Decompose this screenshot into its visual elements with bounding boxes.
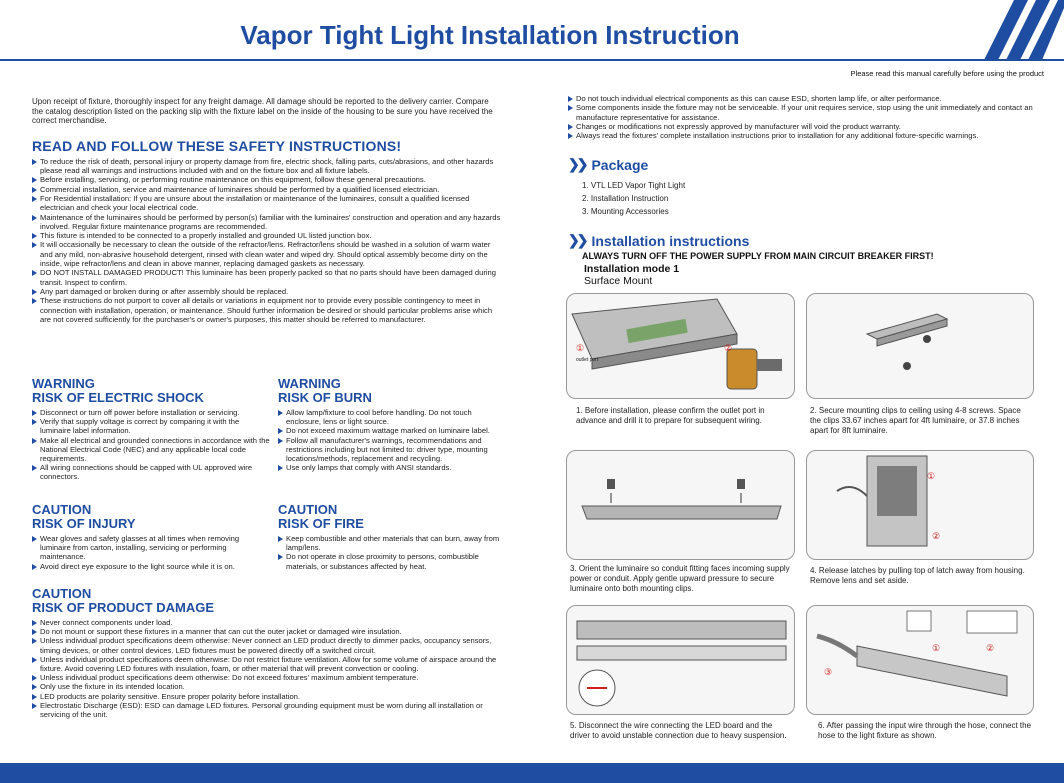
list-item: For Residential installation: If you are unsure about the installation or maintenance of the luminaires, consult a qualified licensed electrician and check your local electrical code.	[32, 194, 502, 213]
list-item: 1. VTL LED Vapor Tight Light	[582, 181, 686, 191]
list-item: Always read the fixtures' complete installation instructions prior to installation for any additional fixture-specific warnings.	[568, 131, 1038, 140]
package-heading-label: Package	[591, 156, 649, 173]
fire-list	[278, 534, 500, 571]
list-item: Maintenance of the luminaires should be performed by person(s) familiar with the luminaires' construction and operation and any hazards involved. Regular fixture maintenance programs are recommended.	[32, 213, 502, 232]
list-item: Verify that supply voltage is correct by comparing it with the luminaire label information.	[32, 417, 270, 435]
list-item: Disconnect or turn off power before installation or servicing.	[32, 408, 270, 417]
figure-step6	[806, 605, 1034, 715]
warning-label: WARNING	[278, 376, 341, 391]
list-item: Changes or modifications not expressly approved by manufacturer will void the product warranty.	[568, 122, 1038, 131]
callout-2: ②	[986, 643, 995, 653]
step2-caption: 2. Secure mounting clips to ceiling using 4-8 screws. Space the clips 33.67 inches apart for 4ft luminaire, or 37.8 inches apart for 8ft luminaire.	[810, 406, 1021, 435]
list-item: 3. Mounting Accessories	[582, 207, 669, 217]
caution-title: RISK OF INJURY	[32, 516, 136, 531]
list-item: Make all electrical and grounded connections in accordance with the National Electrical Code (NEC) and any applicable local code requirements.	[32, 436, 270, 464]
figure-step5	[566, 605, 795, 715]
step4-caption: 4. Release latches by pulling top of latch away from housing. Remove lens and set aside.	[810, 566, 1025, 585]
list-item: This fixture is intended to be connected to a properly installed and grounded UL listed junction box.	[32, 231, 502, 240]
list-item: Electrostatic Discharge (ESD): ESD can damage LED fixtures. Personal grounding equipment must be worn during all installation or servicing of the unit.	[32, 701, 502, 719]
intro-paragraph: Upon receipt of fixture, thoroughly inspect for any freight damage. All damage should be reported to the delivery carrier. Compare the catalog description listed on the packing slip with the fixture label on the inside of the housing to be sure you have received the correct merchandise.	[32, 97, 493, 126]
list-item: Do not mount or support these fixtures in a manner that can cut the outer jacket or damaged wire insulation.	[32, 627, 502, 636]
install-heading	[568, 232, 1038, 249]
list-item: These instructions do not purport to cover all details or variations in equipment nor to provide every possible contingency to meet in connection with installation, operation, or maintenance. Should further information be desired or should particular problems arise which are not covered sufficiently for the purchaser's or owner's purposes, this matter should be referred to manufacturer.	[32, 296, 502, 324]
injury-list	[32, 534, 270, 571]
electric-shock-warning	[32, 377, 270, 482]
list-item: Follow all manufacturer's warnings, recommendations and restrictions including but not limited to: driver type, mounting locations/methods, replacement and recycling.	[278, 436, 500, 464]
list-item: 2. Installation Instruction	[582, 194, 669, 204]
list-item: Do not operate in close proximity to persons, combustible materials, or substances affected by heat.	[278, 552, 500, 570]
page-title: Vapor Tight Light Installation Instruction	[240, 20, 740, 50]
list-item: Unless individual product specifications deem otherwise: Do not restrict fixture ventilation. Allow for some volume of airspace around the fixture. Avoid covering LED fixtures with insulation, foam, or other material that will prevent convection or cooling.	[32, 655, 502, 673]
read-manual-note: Please read this manual carefully before using the product	[850, 69, 1044, 78]
list-item: Use only lamps that comply with ANSI standards.	[278, 463, 500, 472]
figure-step2	[806, 293, 1034, 399]
figure-step4	[806, 450, 1034, 560]
double-chevron-icon: ❯❯	[568, 156, 586, 173]
caution-label: CAUTION	[32, 586, 92, 601]
injury-caution	[32, 503, 270, 571]
left-column	[32, 97, 502, 324]
list-item: Any part damaged or broken during or after assembly should be replaced.	[32, 287, 502, 296]
caution-label: CAUTION	[32, 502, 92, 517]
list-item: Unless individual product specifications deem otherwise: Do not exceed fixtures' maximum ambient temperature.	[32, 673, 502, 682]
list-item: Do not touch individual electrical components as this can cause ESD, shorten lamp life, or alter performance.	[568, 94, 1038, 103]
figure-step3	[566, 450, 795, 560]
list-item: Keep combustible and other materials that can burn, away from lamp/lens.	[278, 534, 500, 552]
package-list	[582, 179, 1038, 218]
list-item: Some components inside the fixture may not be serviceable. If your unit requires service, stop using the unit immediately and contact an manufacture representative for assistance.	[568, 103, 1038, 122]
callout-1: ①	[927, 471, 936, 481]
step1-caption: 1. Before installation, please confirm the outlet port in advance and drill it to prepare for subsequent wiring.	[576, 406, 765, 425]
list-item: All wiring connections should be capped with UL approved wire connectors.	[32, 463, 270, 481]
package-heading	[568, 156, 1038, 173]
warning-label: WARNING	[32, 376, 95, 391]
safety-heading: READ AND FOLLOW THESE SAFETY INSTRUCTIONS!	[32, 137, 402, 154]
burn-warning	[278, 377, 500, 472]
list-item: LED products are polarity sensitive. Ensure proper polarity before installation.	[32, 692, 502, 701]
list-item: Commercial installation, service and maintenance of luminaires should be performed by a qualified licensed electrician.	[32, 185, 502, 194]
callout-2: ②	[724, 343, 733, 353]
safety-list	[32, 157, 502, 324]
warning-title: RISK OF ELECTRIC SHOCK	[32, 390, 204, 405]
step3-caption: 3. Orient the luminaire so conduit fitting faces incoming supply power or conduit. Apply gentle upward pressure to secure luminaire onto both mounting clips.	[570, 564, 790, 593]
damage-list	[32, 618, 502, 719]
callout-1: ①	[576, 343, 585, 353]
burn-list	[278, 408, 500, 472]
list-item: Allow lamp/fixture to cool before handling. Do not touch enclosure, lens or light source.	[278, 408, 500, 426]
step6-caption: 6. After passing the input wire through the hose, connect the hose to the light fixture as shown.	[818, 721, 1032, 740]
electric-list	[32, 408, 270, 482]
list-item: Never connect components under load.	[32, 618, 502, 627]
step5-caption: 5. Disconnect the wire connecting the LED board and the driver to avoid unstable connection due to heavy suspension.	[570, 721, 787, 740]
outlet-port-label: outlet port	[576, 357, 599, 363]
list-item: Wear gloves and safety glasses at all times when removing luminaire from carton, installing, servicing or performing maintenance.	[32, 534, 270, 562]
product-damage-caution	[32, 587, 502, 719]
install-mode: Installation mode 1	[584, 263, 680, 276]
list-item: Unless individual product specifications deem otherwise: Never connect an LED product directly to dimmer packs, occupancy sensors, timing devices, or other control devices. LED fixtures must be powered directly off a switched circuit.	[32, 636, 502, 654]
callout-2: ②	[932, 531, 941, 541]
list-item: Do not exceed maximum wattage marked on luminaire label.	[278, 426, 500, 435]
list-item: Avoid direct eye exposure to the light source while it is on.	[32, 562, 270, 571]
list-item: To reduce the risk of death, personal injury or property damage from fire, electric shock, falling parts, cuts/abrasions, and other hazards please read all warnings and instructions included with and on the fixture box and all fixture labels.	[32, 157, 502, 176]
list-item: DO NOT INSTALL DAMAGED PRODUCT! This luminaire has been properly packed so that no parts should have been damaged during transit. Inspect to confirm.	[32, 268, 502, 287]
header-rule	[0, 59, 1064, 61]
warning-title: RISK OF BURN	[278, 390, 372, 405]
fire-caution	[278, 503, 500, 571]
callout-3: ③	[824, 667, 833, 677]
list-item: It will occasionally be necessary to clean the outside of the refractor/lens. Refractor/lens should be washed in a solution of warm water and any mild, non-abrasive household detergent, rinsed with clean water and wiped dry. Should optical assembly become dirty on the inside, wipe refractor/lens and clean in above manner, replacing damaged gaskets as necessary.	[32, 240, 502, 268]
footer-band	[0, 763, 1064, 783]
install-heading-label: Installation instructions	[591, 232, 750, 249]
callout-1: ①	[932, 643, 941, 653]
caution-label: CAUTION	[278, 502, 338, 517]
figure-step1	[566, 293, 795, 399]
caution-title: RISK OF PRODUCT DAMAGE	[32, 600, 214, 615]
double-chevron-icon: ❯❯	[568, 232, 586, 249]
brand-stripes	[944, 0, 1064, 60]
list-item: Before installing, servicing, or performing routine maintenance on this equipment, follow these general precautions.	[32, 175, 502, 184]
surface-mount-label: Surface Mount	[584, 275, 653, 288]
extra-precautions-list	[568, 94, 1038, 140]
list-item: Only use the fixture in its intended location.	[32, 682, 502, 691]
caution-title: RISK OF FIRE	[278, 516, 364, 531]
right-column	[568, 91, 1038, 287]
power-off-warning: ALWAYS TURN OFF THE POWER SUPPLY FROM MAIN CIRCUIT BREAKER FIRST!	[582, 251, 934, 262]
